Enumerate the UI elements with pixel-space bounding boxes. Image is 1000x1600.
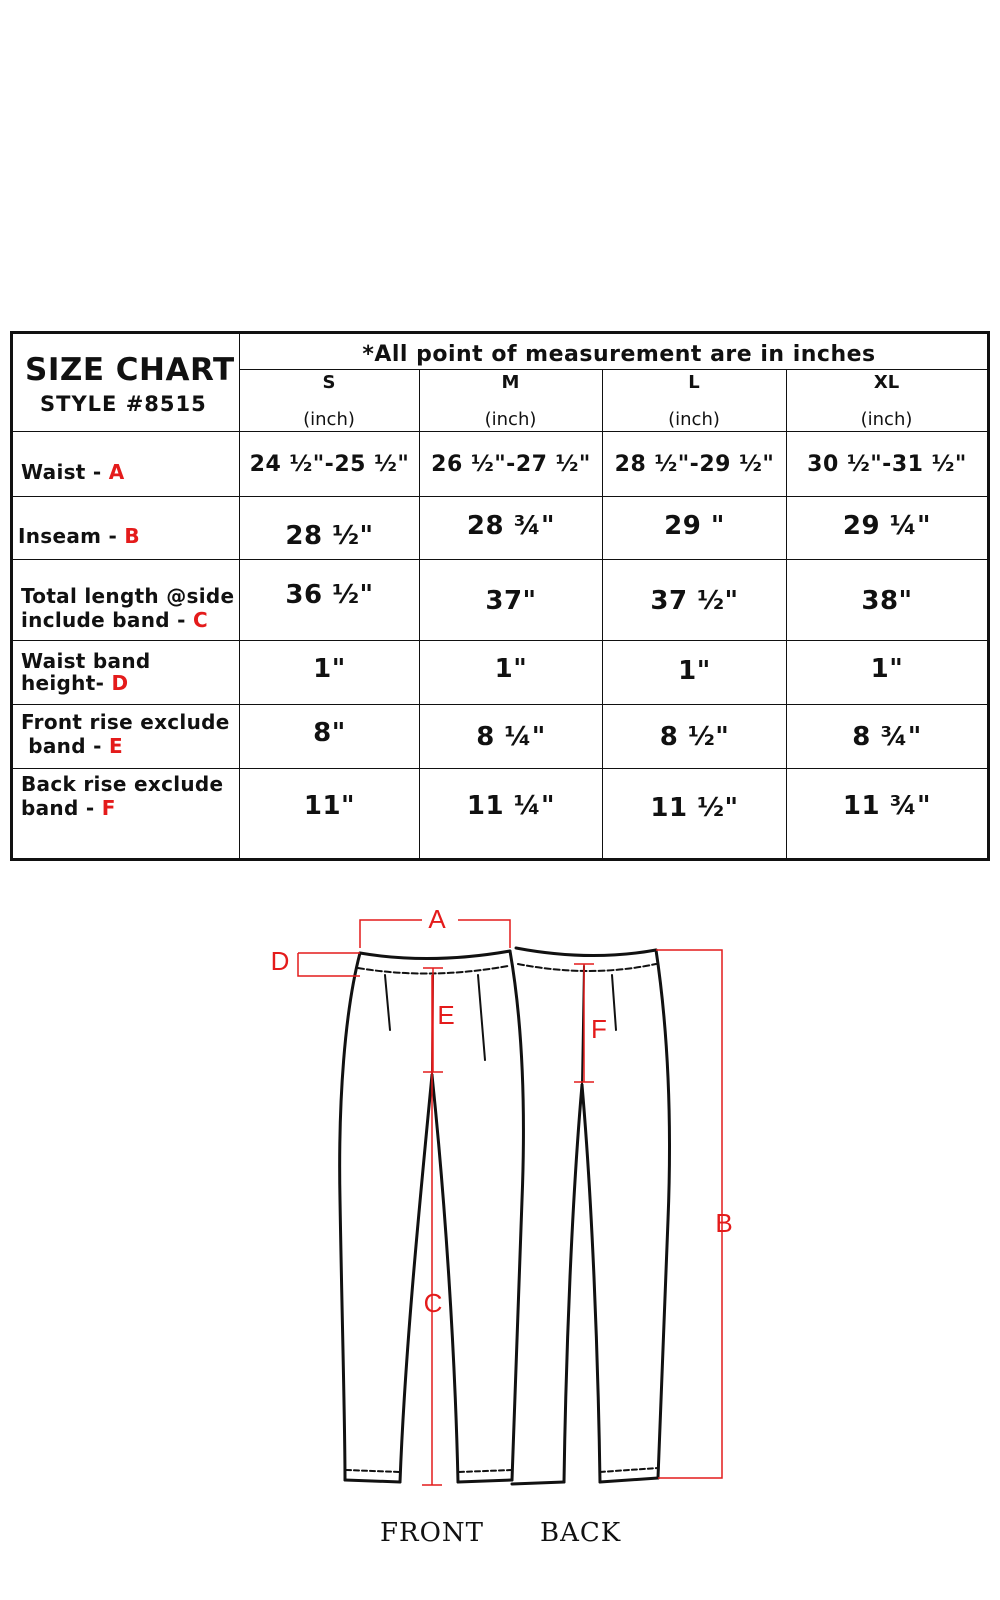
size-name: L [688,372,700,393]
label-text: Waist - [21,460,109,484]
size-name: S [322,372,336,393]
value-cell: 8 ¾" [852,722,922,752]
value-cell: 11" [303,791,356,821]
measurement-lines [298,920,722,1485]
marker-d: D [270,946,290,976]
value-cell: 28 ½" [285,521,374,551]
measurement-note: *All point of measurement are in inches [362,341,876,367]
value-cell: 1" [678,656,711,686]
label-text: band - [21,796,102,820]
measure-code: C [192,608,208,632]
value-cell: 29 ¼" [842,511,932,541]
marker-f: F [591,1014,607,1044]
grid-line [13,559,987,560]
value-cell: 38" [861,586,913,616]
label-text: band - [21,734,109,758]
pants-measurement-diagram [0,870,1000,1570]
size-name: M [501,372,520,393]
value-cell: 8 ½" [659,722,730,752]
row-label-inseam [18,524,140,548]
row-label-total-length [21,584,234,632]
label-text: Total length @side [21,584,235,608]
label-text: Inseam - [18,524,125,548]
value-cell: 8" [313,718,346,748]
value-cell: 28 ¾" [466,511,556,541]
value-cell: 8 ¼" [476,722,546,752]
row-label-waist [21,460,125,484]
size-unit: (inch) [668,409,720,430]
row-label-front-rise [21,710,230,758]
size-header-m [419,372,602,430]
marker-e: E [437,1000,455,1030]
size-unit: (inch) [303,409,355,430]
measure-code: B [124,524,140,548]
value-cell: 37 ½" [650,586,739,616]
style-number: STYLE #8515 [40,392,207,416]
value-cell: 30 ½"-31 ½" [807,451,967,477]
value-cell: 1" [870,654,904,684]
size-unit: (inch) [484,409,537,430]
value-cell: 28 ½"-29 ½" [614,451,775,477]
measure-code: D [111,671,129,695]
size-unit: (inch) [860,409,913,430]
measure-code: A [108,460,125,484]
label-text: Front rise exclude [21,710,230,734]
size-header-s [239,372,419,430]
value-cell: 36 ½" [285,580,374,610]
value-cell: 26 ½"-27 ½" [431,451,591,477]
value-cell: 11 ½" [650,793,739,823]
row-label-back-rise [21,772,223,820]
value-cell: 1" [313,654,346,684]
measure-code: F [101,796,116,820]
value-cell: 1" [494,654,528,684]
measure-code: E [108,734,123,758]
size-name: XL [873,372,900,393]
size-header-l [602,372,786,430]
value-cell: 11 ¾" [842,791,932,821]
grid-line [13,704,987,705]
label-text: Waist band [21,649,151,673]
back-view-label: BACK [540,1518,622,1548]
value-cell: 24 ½"-25 ½" [249,451,410,477]
size-chart-table [10,331,990,861]
chart-title: SIZE CHART [25,352,235,388]
value-cell: 11 ¼" [466,791,556,821]
size-header-xl [786,372,987,430]
label-text: Back rise exclude [21,772,224,796]
grid-line [13,768,987,769]
value-cell: 37" [485,586,537,616]
marker-c: C [423,1288,443,1318]
grid-line [239,369,987,370]
marker-b: B [715,1208,733,1238]
value-cell: 29 " [664,511,725,541]
label-text: include band - [21,608,193,632]
front-view-label: FRONT [380,1518,485,1548]
marker-a: A [428,904,446,934]
label-text: height- [21,671,112,695]
row-label-waist-band [21,650,151,694]
